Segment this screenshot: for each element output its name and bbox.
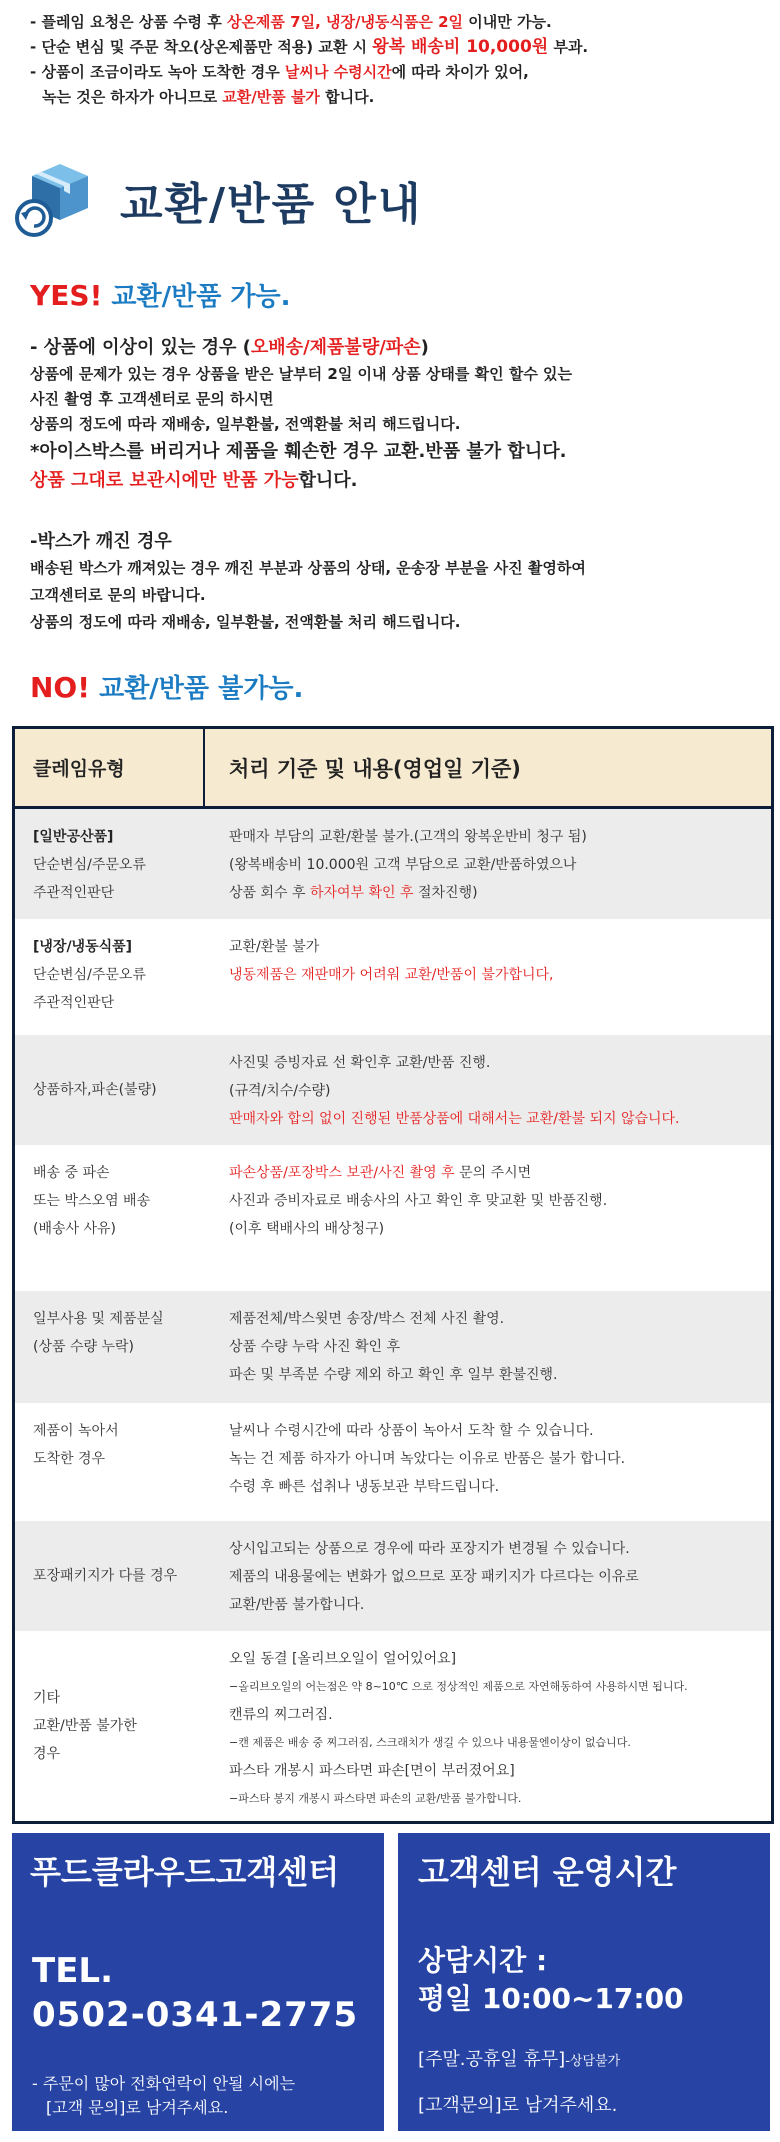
tel-label: TEL.	[32, 1951, 113, 1991]
table-row: 포장패키지가 다를 경우 상시입고되는 상품으로 경우에 따라 포장지가 변경될 수 있습니다. 제품의 내용물에는 변화가 없으므로 포장 패키지가 다르다는 이유로 교환/반품 불가합니다.	[15, 1521, 771, 1631]
tel-number[interactable]: 0502-0341-2775	[32, 1995, 359, 2035]
notice-line-4: 녹는 것은 하자가 아니므로 교환/반품 불가 합니다.	[42, 88, 375, 106]
guide-title: 교환/반품 안내	[120, 179, 423, 230]
table-row: 일부사용 및 제품분실 (상품 수량 누락) 제품전체/박스윗면 송장/박스 전체 사진 촬영. 상품 수량 누락 사진 확인 후 파손 및 부족분 수량 제외 하고 확인 후 일부 환불진행.	[15, 1291, 771, 1403]
hours-request: [고객문의]로 남겨주세요.	[418, 2095, 618, 2116]
yes-label: 교환/반품 가능.	[111, 282, 291, 312]
yes-heading	[30, 276, 291, 313]
table-row: [일반공산품] 단순변심/주문오류 주관적인판단 판매자 부담의 교환/환불 불가.(고객의 왕복운반비 청구 됨) (왕복배송비 10.000원 고객 부담으로 교환/반품하였으나 상품 회수 후 하자여부 확인 후 절차진행)	[15, 809, 771, 919]
header-processing: 처리 기준 및 내용(영업일 기준)	[229, 756, 521, 781]
hours-title: 고객센터 운영시간	[418, 1853, 677, 1891]
yes-line-2: 상품에 문제가 있는 경우 상품을 받은 날부터 2일 이내 상품 상태를 확인 할수 있는	[30, 365, 573, 383]
table-header	[15, 729, 771, 809]
table-row: 제품이 녹아서 도착한 경우 날씨나 수령시간에 따라 상품이 녹아서 도착 할 수 있습니다. 녹는 건 제품 하자가 아니며 녹았다는 이유로 반품은 불가 합니다. 수령 후 빠른 섭취나 냉동보관 부탁드립니다.	[33, 1423, 626, 1495]
no-heading	[30, 668, 303, 705]
table-row: 기타 교환/반품 불가한 경우 오일 동결 [올리브오일이 얼어있어요] −올리브오일의 어는점은 약 8~10℃ 으로 정상적인 제품으로 자연해동하여 사용하시면 됩니다. 캔류의 찌그러짐. −캔 제품은 배송 중 찌그러짐, 스크래치가 생길 수 있으나 내용물엔이상이 없습니다. 파스타 개봉시 파스타면 파손[면이 부러졌어요] −파스타 봉지 개봉시 파스타면 파손의 교환/반품 불가합니다.	[33, 1651, 688, 1805]
notice-line-1: - 플레임 요청은 상품 수령 후 상온제품 7일, 냉장/냉동식품은 2일 이내만 가능.	[30, 13, 552, 31]
yes-body	[30, 333, 760, 495]
hours-weekend: [주말.공휴일 휴무]-상담불가	[418, 2049, 621, 2070]
return-box-icon	[12, 158, 94, 240]
cs-note-1: - 주문이 많아 전화연락이 안될 시에는	[32, 2074, 296, 2093]
box-line-4: 상품의 정도에 따라 재배송, 일부환불, 전액환불 처리 해드립니다.	[30, 613, 461, 631]
customer-center-contact	[12, 1833, 384, 2131]
yes-line-5: *아이스박스를 버리거나 제품을 훼손한 경우 교환.반품 불가 합니다.	[30, 441, 567, 462]
yes-mark: YES!	[30, 279, 103, 312]
cs-note-2: [고객 문의]로 남겨주세요.	[46, 2098, 229, 2117]
box-line-3: 고객센터로 문의 바랍니다.	[30, 586, 206, 604]
header-claim-type: 클레임유형	[15, 729, 205, 806]
cs-title: 푸드클라우드고객센터	[30, 1853, 340, 1891]
broken-box-body	[30, 528, 760, 636]
yes-line-6: 상품 그대로 보관시에만 반품 가능합니다.	[30, 470, 358, 491]
box-line-2: 배송된 박스가 깨져있는 경우 깨진 부분과 상품의 상태, 운송장 부분을 사진 촬영하여	[30, 559, 586, 577]
claims-table	[12, 726, 774, 1824]
box-line-1: -박스가 깨진 경우	[30, 531, 172, 552]
no-label: 교환/반품 불가능.	[99, 674, 304, 704]
table-row: 배송 중 파손 또는 박스오염 배송 (배송사 사유) 파손상품/포장박스 보관/사진 촬영 후 문의 주시면 사진과 증비자료로 배송사의 사고 확인 후 맞교환 및 반품진행. (이후 택배사의 배상청구)	[33, 1165, 608, 1237]
notice-line-2: - 단순 변심 및 주문 착오(상온제품만 적용) 교환 시 왕복 배송비 10,000원 부과.	[30, 37, 589, 57]
notice-line-3: - 상품이 조금이라도 녹아 도착한 경우 날씨나 수령시간에 따라 차이가 있어,	[30, 63, 529, 81]
table-row: 상품하자,파손(불량) 사진및 증빙자료 선 확인후 교환/반품 진행. (규격/치수/수량) 판매자와 합의 없이 진행된 반품상품에 대해서는 교환/환불 되지 않습니다.	[15, 1035, 771, 1145]
yes-line-1: - 상품에 이상이 있는 경우 (오배송/제품불량/파손)	[30, 337, 429, 358]
notice-block	[30, 10, 750, 110]
no-mark: NO!	[30, 671, 91, 704]
yes-line-3: 사진 촬영 후 고객센터로 문의 하시면	[30, 390, 274, 408]
yes-line-4: 상품의 정도에 따라 재배송, 일부환불, 전액환불 처리 해드립니다.	[30, 415, 461, 433]
customer-center-hours	[398, 1833, 770, 2131]
guide-header	[12, 150, 752, 240]
hours-weekday: 평일 10:00~17:00	[418, 1982, 684, 2015]
hours-label: 상담시간 :	[418, 1944, 548, 1977]
table-row: [냉장/냉동식품] 단순변심/주문오류 주관적인판단 교환/환불 불가 냉동제품은 재판매가 어려워 교환/반품이 불가합니다,	[33, 939, 554, 1011]
